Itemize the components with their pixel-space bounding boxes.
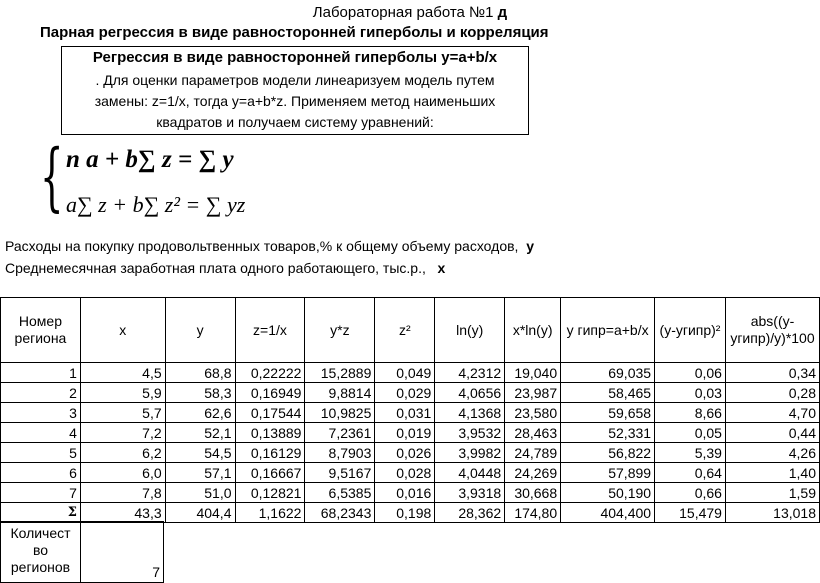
table-cell: 57,1 — [165, 463, 235, 483]
table-row — [1, 383, 820, 403]
table-cell: 0,06 — [655, 363, 726, 383]
table-cell: 58,3 — [165, 383, 235, 403]
table-cell: 4,5 — [80, 363, 165, 383]
title-letter: д — [497, 4, 508, 21]
y-description — [5, 238, 534, 254]
table-cell: 2 — [1, 383, 81, 403]
header-cell: abs((y-yгипр)/y)*100 — [725, 298, 819, 363]
table-cell: 23,580 — [505, 403, 561, 423]
region-count-value: 7 — [152, 564, 160, 580]
table-cell: 51,0 — [165, 483, 235, 503]
table-cell: 7,2361 — [305, 423, 375, 443]
table-cell: 8,66 — [655, 403, 726, 423]
table-cell: 0,029 — [375, 383, 435, 403]
table-cell: 23,987 — [505, 383, 561, 403]
equation-1: n a + b∑ z = ∑ y — [66, 146, 234, 173]
method-box — [61, 46, 529, 135]
header-cell: z=1/x — [235, 298, 305, 363]
table-cell: 59,658 — [561, 403, 655, 423]
table-cell: 3 — [1, 403, 81, 423]
x-description-text: Среднемесячная заработная плата одного работающего, тыс.р., — [5, 260, 426, 276]
table-cell: 4,0656 — [435, 383, 505, 403]
table-cell: 58,465 — [561, 383, 655, 403]
table-row — [1, 463, 820, 483]
table-cell: 7,8 — [80, 483, 165, 503]
sum-cell: 28,362 — [435, 503, 505, 523]
table-row — [1, 403, 820, 423]
table-cell: 0,05 — [655, 423, 726, 443]
table-cell: 19,040 — [505, 363, 561, 383]
table-row — [1, 443, 820, 463]
x-description — [5, 260, 445, 276]
y-description-text: Расходы на покупку продовольтвенных товаров,% к общему объему расходов, — [5, 238, 519, 254]
region-count — [0, 521, 164, 583]
header-cell: (y-yгипр)² — [655, 298, 726, 363]
table-cell: 0,66 — [655, 483, 726, 503]
table-cell: 24,789 — [505, 443, 561, 463]
table-cell: 68,8 — [165, 363, 235, 383]
table-cell: 6,5385 — [305, 483, 375, 503]
table-cell: 57,899 — [561, 463, 655, 483]
header-cell: y — [165, 298, 235, 363]
table-cell: 52,1 — [165, 423, 235, 443]
table-cell: 5,9 — [80, 383, 165, 403]
table-cell: 0,34 — [725, 363, 819, 383]
table-cell: 1 — [1, 363, 81, 383]
sum-cell: 404,400 — [561, 503, 655, 523]
table-cell: 0,028 — [375, 463, 435, 483]
sum-cell: 43,3 — [80, 503, 165, 523]
table-cell: 56,822 — [561, 443, 655, 463]
table-row — [1, 483, 820, 503]
table-cell: 8,7903 — [305, 443, 375, 463]
system-brace: { — [40, 134, 64, 220]
table-cell: 3,9982 — [435, 443, 505, 463]
table-cell: 10,9825 — [305, 403, 375, 423]
method-text: . Для оценки параметров модели линеаризуем модель путем замены: z=1/x, тогда y=a+b*z. Применяем метод наименьших квадратов и получаем систему уравнений: — [94, 72, 496, 130]
sum-row — [1, 503, 820, 523]
title-text: Лабораторная работа №1 — [312, 4, 494, 21]
sum-cell: 174,80 — [505, 503, 561, 523]
table-cell: 69,035 — [561, 363, 655, 383]
header-cell: Номер региона — [1, 298, 81, 363]
table-cell: 5,7 — [80, 403, 165, 423]
table-cell: 0,026 — [375, 443, 435, 463]
table-cell: 3,9532 — [435, 423, 505, 443]
table-cell: 0,17544 — [235, 403, 305, 423]
table-cell: 15,2889 — [305, 363, 375, 383]
table-row — [1, 363, 820, 383]
page-subtitle: Парная регрессия в виде равносторонней гиперболы и корреляция — [40, 24, 549, 41]
table-cell: 6,2 — [80, 443, 165, 463]
header-cell: ln(y) — [435, 298, 505, 363]
table-cell: 0,16667 — [235, 463, 305, 483]
table-cell: 7,2 — [80, 423, 165, 443]
table-cell: 5 — [1, 443, 81, 463]
table-cell: 0,12821 — [235, 483, 305, 503]
table-cell: 0,049 — [375, 363, 435, 383]
table-cell: 0,44 — [725, 423, 819, 443]
table-cell: 6,0 — [80, 463, 165, 483]
table-cell: 1,59 — [725, 483, 819, 503]
table-cell: 0,64 — [655, 463, 726, 483]
table-cell: 4 — [1, 423, 81, 443]
table-cell: 52,331 — [561, 423, 655, 443]
equation-2: a∑ z + b∑ z² = ∑ yz — [66, 192, 246, 217]
table-cell: 0,28 — [725, 383, 819, 403]
table-cell: 0,019 — [375, 423, 435, 443]
table-cell: 24,269 — [505, 463, 561, 483]
table-cell: 4,26 — [725, 443, 819, 463]
table-cell: 1,40 — [725, 463, 819, 483]
header-cell: x — [80, 298, 165, 363]
sum-cell: 1,1622 — [235, 503, 305, 523]
table-cell: 6 — [1, 463, 81, 483]
y-symbol: y — [526, 238, 535, 254]
table-cell: 4,2312 — [435, 363, 505, 383]
table-cell: 0,016 — [375, 483, 435, 503]
header-cell: z² — [375, 298, 435, 363]
table-body — [1, 363, 820, 503]
table-row — [1, 423, 820, 443]
sum-cell: 0,198 — [375, 503, 435, 523]
table-cell: 62,6 — [165, 403, 235, 423]
table-header-row — [1, 298, 820, 363]
table-cell: 9,5167 — [305, 463, 375, 483]
table-cell: 30,668 — [505, 483, 561, 503]
table-cell: 28,463 — [505, 423, 561, 443]
regression-table — [0, 297, 820, 523]
table-cell: 4,0448 — [435, 463, 505, 483]
table-cell: 7 — [1, 483, 81, 503]
sum-cell: 404,4 — [165, 503, 235, 523]
page-title — [0, 4, 820, 21]
header-cell: x*ln(y) — [505, 298, 561, 363]
table-cell: 50,190 — [561, 483, 655, 503]
sum-cell: 13,018 — [725, 503, 819, 523]
table-cell: 3,9318 — [435, 483, 505, 503]
table-cell: 0,22222 — [235, 363, 305, 383]
table-cell: 54,5 — [165, 443, 235, 463]
table-cell: 4,1368 — [435, 403, 505, 423]
table-cell: 9,8814 — [305, 383, 375, 403]
header-cell: y*z — [305, 298, 375, 363]
sum-symbol: Σ — [1, 503, 81, 523]
sum-cell: 15,479 — [655, 503, 726, 523]
table-cell: 0,031 — [375, 403, 435, 423]
x-symbol: x — [437, 260, 446, 276]
header-cell: y гипр=a+b/x — [561, 298, 655, 363]
sum-cell: 68,2343 — [305, 503, 375, 523]
table-cell: 0,13889 — [235, 423, 305, 443]
table-cell: 0,03 — [655, 383, 726, 403]
method-heading: Регрессия в виде равносторонней гиперболы y=a+b/x — [92, 49, 498, 66]
table-cell: 0,16949 — [235, 383, 305, 403]
region-count-label: Количест во регионов — [1, 522, 81, 582]
table-cell: 5,39 — [655, 443, 726, 463]
table-cell: 0,16129 — [235, 443, 305, 463]
table-cell: 4,70 — [725, 403, 819, 423]
